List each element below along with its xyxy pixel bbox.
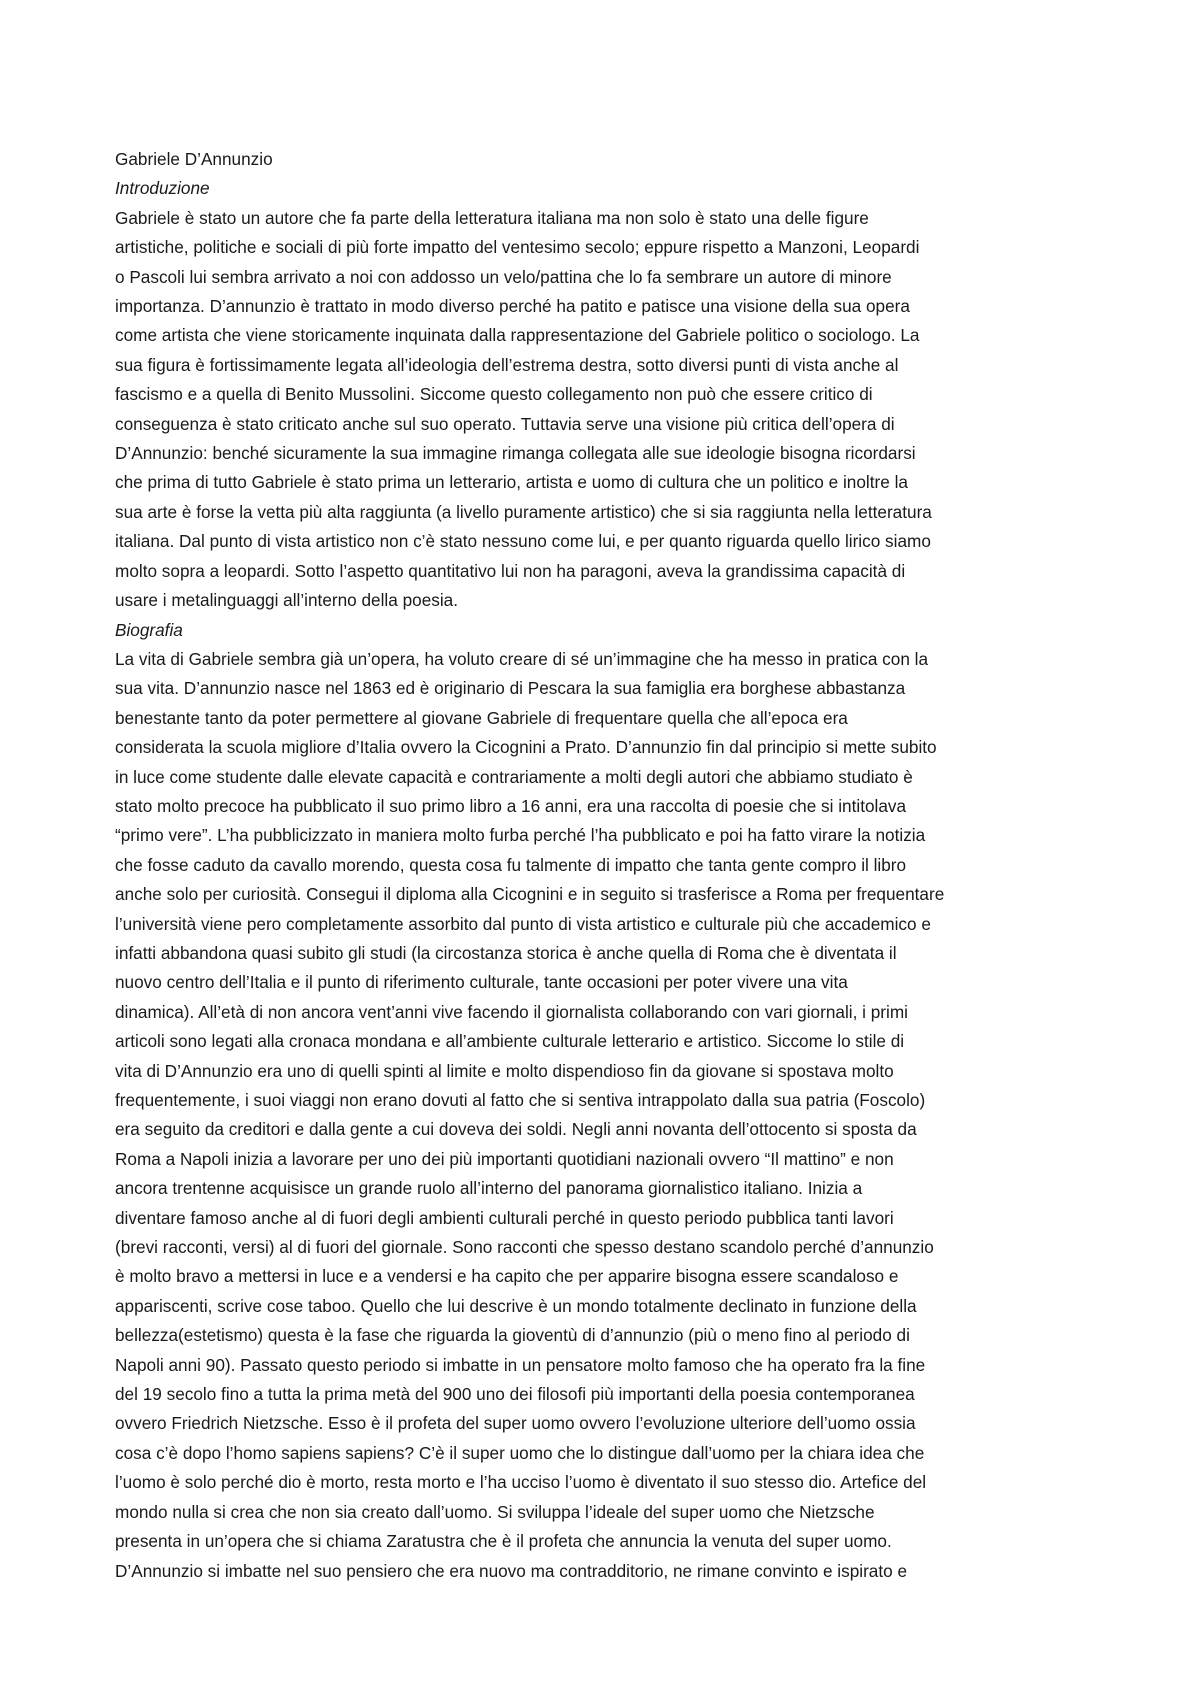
section-introduzione (115, 174, 1100, 615)
section-heading-introduzione: Introduzione (115, 178, 210, 199)
section-biografia (115, 616, 1100, 1586)
section-body-biografia: La vita di Gabriele sembra già un’opera, ha voluto creare di sé un’immagine che ha messo in pratica con la sua vita. D’annunzio nasce nel 1863 ed è originario di Pescara la sua famiglia era borghese abbastanza benestante tanto da poter permettere al giovane Gabriele di frequentare quella che all’epoca era considerata la scuola migliore d’Italia ovvero la Cicognini a Prato. D’annunzio fin dal principio si mette subito in luce come studente dalle elevate capacità e contrariamente a molti degli autori che abbiamo studiato è stato molto precoce ha pubblicato il suo primo libro a 16 anni, era una raccolta di poesie che si intitolava “primo vere”. L’ha pubblicizzato in maniera molto furba perché l’ha pubblicato e poi ha fatto virare la notizia che fosse caduto da cavallo morendo, questa cosa fu talmente di impatto che tanta gente compro il libro anche solo per curiosità. Consegui il diploma alla Cicognini e in seguito si trasferisce a Roma per frequentare l’università viene pero completamente assorbito dal punto di vista artistico e culturale più che accademico e infatti abbandona quasi subito gli studi (la circostanza storica è anche quella di Roma che è diventata il nuovo centro dell’Italia e il punto di riferimento culturale, tante occasioni per poter vivere una vita dinamica). All’età di non ancora vent’anni vive facendo il giornalista collaborando con vari giornali, i primi articoli sono legati alla cronaca mondana e all’ambiente culturale letterario e artistico. Siccome lo stile di vita di D’Annunzio era uno di quelli spinti al limite e molto dispendioso fin da giovane si spostava molto frequentemente, i suoi viaggi non erano dovuti al fatto che si sentiva intrappolato dalla sua patria (Foscolo) era seguito da creditori e dalla gente a cui doveva dei soldi. Negli anni novanta dell’ottocento si sposta da Roma a Napoli inizia a lavorare per uno dei più importanti quotidiani nazionali ovvero “Il mattino” e non ancora trentenne acquisisce un grande ruolo all’interno del panorama giornalistico italiano. Inizia a diventare famoso anche al di fuori degli ambienti culturali perché in questo periodo pubblica tanti lavori (brevi racconti, versi) al di fuori del giornale. Sono racconti che spesso destano scandolo perché d’annunzio è molto bravo a mettersi in luce e a vendersi e ha capito che per apparire bisogna essere scandaloso e appariscenti, scrive cose taboo. Quello che lui descrive è un mondo totalmente declinato in funzione della bellezza(estetismo) questa è la fase che riguarda la gioventù di d’annunzio (più o meno fino al periodo di Napoli anni 90). Passato questo periodo si imbatte in un pensatore molto famoso che ha operato fra la fine del 19 secolo fino a tutta la prima metà del 900 uno dei filosofi più importanti della poesia contemporanea ovvero Friedrich Nietzsche. Esso è il profeta del super uomo ovvero l’evoluzione ulteriore dell’uomo ossia cosa c’è dopo l’homo sapiens sapiens? C’è il super uomo che lo distingue dall’uomo per la chiara idea che l’uomo è solo perché dio è morto, resta morto e l’ha ucciso l’uomo è diventato il suo stesso dio. Artefice del mondo nulla si crea che non sia creato dall’uomo. Si sviluppa l’ideale del super uomo che Nietzsche presenta in un’opera che si chiama Zaratustra che è il profeta che annuncia la venuta del super uomo. D’Annunzio si imbatte nel suo pensiero che era nuovo ma contradditorio, ne rimane convinto e ispirato e (115, 648, 945, 1581)
section-heading-biografia: Biografia (115, 619, 183, 640)
document-page (115, 145, 1100, 1586)
document-title: Gabriele D’Annunzio (115, 149, 273, 169)
section-body-introduzione: Gabriele è stato un autore che fa parte della letteratura italiana ma non solo è stato una delle figure artistiche, politiche e sociali di più forte impatto del ventesimo secolo; eppure rispetto a Manzoni, Leopardi o Pascoli lui sembra arrivato a noi con addosso un velo/pattina che lo fa sembrare un autore di minore importanza. D’annunzio è trattato in modo diverso perché ha patito e patisce una visione della sua opera come artista che viene storicamente inquinata dalla rappresentazione del Gabriele politico o sociologo. La sua figura è fortissimamente legata all’ideologia dell’estrema destra, sotto diversi punti di vista anche al fascismo e a quella di Benito Mussolini. Siccome questo collegamento non può che essere critico di conseguenza è stato criticato anche sul suo operato. Tuttavia serve una visione più critica dell’opera di D’Annunzio: benché sicuramente la sua immagine rimanga collegata alle sue ideologie bisogna ricordarsi che prima di tutto Gabriele è stato prima un letterario, artista e uomo di cultura che un politico e inoltre la sua arte è forse la vetta più alta raggiunta (a livello puramente artistico) che si sia raggiunta nella letteratura italiana. Dal punto di vista artistico non c’è stato nessuno come lui, e per quanto riguarda quello lirico siamo molto sopra a leopardi. Sotto l’aspetto quantitativo lui non ha paragoni, aveva la grandissima capacità di usare i metalinguaggi all’interno della poesia. (115, 207, 932, 611)
